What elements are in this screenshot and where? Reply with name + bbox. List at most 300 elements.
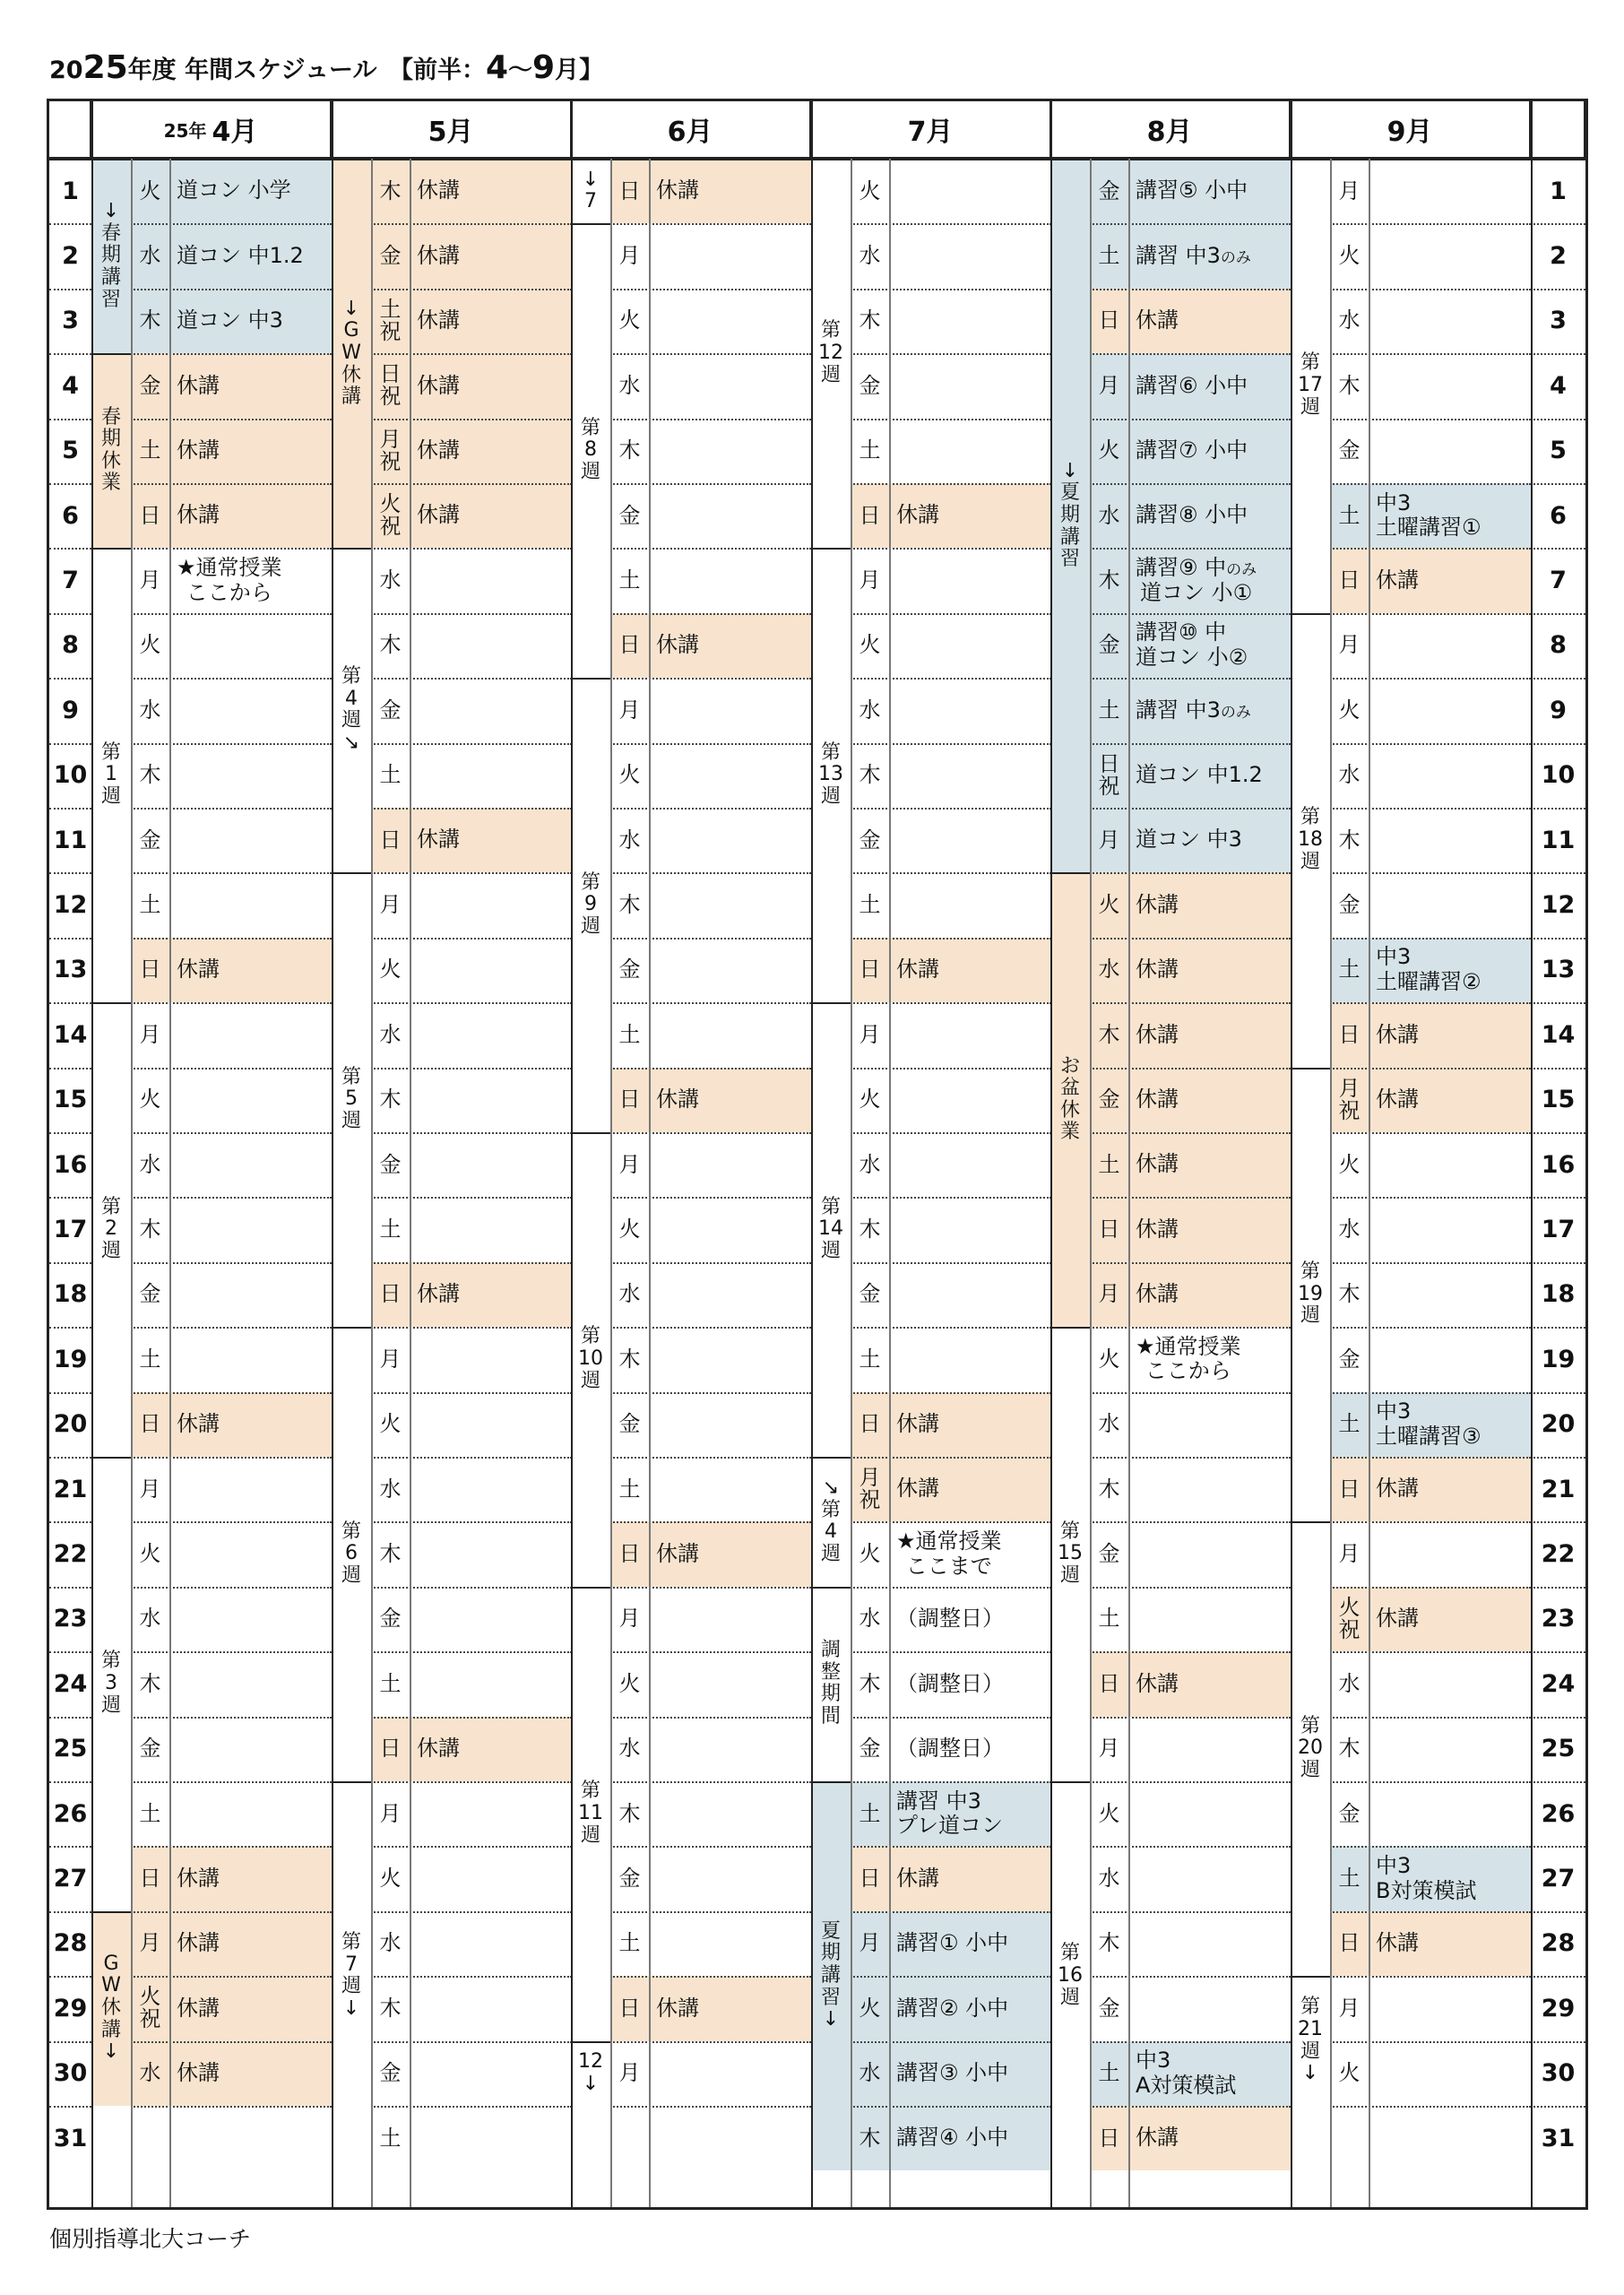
day-number-right: 28 <box>1541 1929 1576 1958</box>
grid-line-horizontal <box>610 2041 811 2043</box>
grid-line-horizontal <box>1531 808 1585 810</box>
grid-line-horizontal <box>371 808 572 810</box>
event-cell <box>410 1457 572 1521</box>
day-number-left: 25 <box>53 1735 88 1763</box>
day-number-right: 17 <box>1541 1216 1576 1244</box>
week-group: 12 ↓ <box>578 2050 603 2095</box>
grid-line-horizontal <box>1291 613 1330 615</box>
weekday-cell: 土 <box>618 1021 641 1047</box>
event-cell <box>1128 1521 1291 1586</box>
grid-line-horizontal <box>851 1457 1051 1459</box>
weekday-cell: 金 <box>618 957 641 983</box>
weekday-cell: 金 <box>139 827 161 853</box>
grid-line-horizontal <box>851 2106 1051 2108</box>
grid-line-horizontal <box>610 1846 811 1848</box>
event-cell <box>649 1911 811 1976</box>
day-number-left: 2 <box>62 242 79 271</box>
weekday-cell: 木 <box>379 632 402 658</box>
grid-line-vertical <box>169 159 171 2210</box>
weekday-cell: 月 <box>1090 353 1128 418</box>
grid-line-horizontal <box>131 808 332 810</box>
event-cell: 休講 <box>649 1521 811 1586</box>
grid-line-horizontal <box>1050 1781 1090 1783</box>
weekday-cell: 月 <box>379 1346 402 1372</box>
grid-line-horizontal <box>1531 1651 1585 1653</box>
weekday-cell: 金 <box>618 1411 641 1437</box>
grid-line-horizontal <box>1090 1587 1291 1589</box>
grid-line-horizontal <box>1330 483 1531 485</box>
day-number-left: 24 <box>53 1669 88 1698</box>
event-cell <box>410 678 572 742</box>
page-title: 2025年度 年間スケジュール 【前半：4～9月】 <box>49 49 604 86</box>
day-number-right: 13 <box>1541 956 1576 984</box>
event-cell: 休講 <box>649 1976 811 2040</box>
grid-line-horizontal <box>1531 223 1585 225</box>
grid-line-horizontal <box>610 353 811 355</box>
weekday-cell: 木 <box>859 307 881 333</box>
event-cell: 休講 <box>410 289 572 353</box>
event-cell: 中3 土曜講習① <box>1369 483 1531 548</box>
grid-line-horizontal <box>371 1002 572 1004</box>
header-corner-left <box>49 101 91 159</box>
weekday-cell: 金 <box>1090 1068 1128 1132</box>
weekday-cell: 月 <box>859 1021 881 1047</box>
event-cell <box>1369 1651 1531 1716</box>
grid-line-horizontal <box>610 1002 811 1004</box>
grid-line-horizontal <box>1090 1392 1291 1394</box>
grid-line-horizontal <box>851 1911 1051 1913</box>
week-group: 第 19 週 <box>1298 1260 1323 1328</box>
event-cell <box>889 1327 1051 1391</box>
day-number-left: 11 <box>53 826 88 854</box>
grid-line-horizontal <box>371 2041 572 2043</box>
grid-line-horizontal <box>332 548 371 550</box>
weekday-cell: 日 <box>371 1717 410 1781</box>
weekday-cell: 水 <box>131 2041 169 2106</box>
weekday-cell: 木 <box>379 1995 402 2021</box>
week-group: ↓ 7 <box>582 168 600 213</box>
event-cell <box>649 2041 811 2106</box>
event-cell <box>1369 2041 1531 2106</box>
event-cell <box>889 159 1051 223</box>
grid-line-horizontal <box>851 353 1051 355</box>
grid-line-horizontal <box>371 1587 572 1589</box>
weekday-cell: 月 <box>139 1021 161 1047</box>
weekday-cell: 金 <box>379 1606 402 1632</box>
weekday-cell: 木 <box>1090 1002 1128 1067</box>
grid-line-horizontal <box>610 1327 811 1329</box>
weekday-cell: 日 <box>131 483 169 548</box>
weekday-cell: 水 <box>618 372 641 398</box>
weekday-cell: 土 <box>859 1346 881 1372</box>
event-cell <box>649 1846 811 1910</box>
grid-line-vertical <box>610 159 612 2210</box>
grid-line-vertical <box>851 159 852 2210</box>
weekday-cell: 日 祝 <box>371 353 410 418</box>
empty-day-cell <box>571 2106 811 2170</box>
weekday-cell: 土 <box>1330 1392 1369 1457</box>
grid-line-horizontal <box>371 1392 572 1394</box>
grid-line-horizontal <box>49 938 91 940</box>
weekday-cell: 土 <box>1098 1606 1120 1632</box>
weekday-cell: 水 <box>618 1736 641 1762</box>
event-cell: 休講 <box>169 2041 332 2106</box>
grid-line-horizontal <box>1330 678 1531 680</box>
weekday-cell: 土 <box>379 2125 402 2151</box>
day-number-right: 22 <box>1541 1540 1576 1569</box>
grid-line-horizontal <box>851 1587 1051 1589</box>
grid-line-horizontal <box>1090 2041 1291 2043</box>
grid-line-horizontal <box>131 2106 332 2108</box>
weekday-cell: 日 <box>1090 289 1128 353</box>
weekday-cell: 火 <box>139 632 161 658</box>
grid-line-horizontal <box>851 289 1051 290</box>
grid-line-horizontal <box>131 483 332 485</box>
event-cell <box>1369 1976 1531 2040</box>
day-number-right: 31 <box>1541 2124 1576 2152</box>
day-number-left: 16 <box>53 1150 88 1179</box>
weekday-cell: 水 <box>1338 762 1361 788</box>
weekday-cell: 日 <box>131 1392 169 1457</box>
grid-line-horizontal <box>49 743 91 745</box>
weekday-cell: 日 <box>1330 1457 1369 1521</box>
event-cell: 道コン 中3 <box>169 289 332 353</box>
grid-line-vertical <box>371 159 373 2210</box>
grid-line-horizontal <box>851 613 1051 615</box>
grid-line-horizontal <box>1531 1781 1585 1783</box>
event-cell: 休講 <box>1369 1587 1531 1651</box>
event-cell: 休講 <box>169 1911 332 1976</box>
grid-line-horizontal <box>49 1781 91 1783</box>
event-cell <box>410 1392 572 1457</box>
weekday-cell: 土 <box>1090 223 1128 288</box>
weekday-cell: 月 <box>618 242 641 268</box>
grid-line-horizontal <box>371 1911 572 1913</box>
weekday-cell: 火 <box>859 1540 881 1566</box>
grid-line-horizontal <box>131 419 332 420</box>
grid-line-vertical <box>131 159 133 2210</box>
weekday-cell: 火 <box>379 1865 402 1891</box>
day-number-left: 3 <box>62 307 79 335</box>
event-cell <box>169 678 332 742</box>
grid-line-vertical <box>1369 159 1370 2210</box>
weekday-cell: 火 <box>1098 1800 1120 1826</box>
grid-line-horizontal <box>49 548 91 550</box>
event-cell <box>649 353 811 418</box>
grid-line-horizontal <box>49 1262 91 1264</box>
grid-line-horizontal <box>49 872 91 874</box>
day-number-right: 9 <box>1550 696 1567 724</box>
weekday-cell: 日 <box>1090 2106 1128 2170</box>
grid-line-horizontal <box>610 1911 811 1913</box>
grid-line-horizontal <box>610 1457 811 1459</box>
event-cell <box>1128 1781 1291 1846</box>
weekday-cell: 火 <box>859 632 881 658</box>
event-cell <box>649 483 811 548</box>
grid-line-horizontal <box>1090 223 1291 225</box>
weekday-cell: 土 <box>139 1346 161 1372</box>
grid-line-horizontal <box>1291 1521 1330 1523</box>
weekday-cell: 木 <box>139 1216 161 1242</box>
day-number-left: 17 <box>53 1216 88 1244</box>
grid-line-horizontal <box>610 1197 811 1199</box>
weekday-cell: 水 <box>1338 1670 1361 1696</box>
grid-line-vertical <box>649 159 651 2210</box>
month-header-year: 25年 <box>163 119 207 142</box>
event-cell <box>410 1132 572 1197</box>
grid-line-horizontal <box>1090 1327 1291 1329</box>
grid-line-horizontal <box>332 1327 371 1329</box>
grid-line-horizontal <box>610 1587 811 1589</box>
weekday-cell: 月 <box>1090 808 1128 872</box>
event-cell <box>169 743 332 808</box>
grid-line-horizontal <box>1330 938 1531 940</box>
day-number-right: 12 <box>1541 891 1576 920</box>
event-cell <box>649 1197 811 1261</box>
day-number-right: 25 <box>1541 1735 1576 1763</box>
event-cell: 休講 <box>1128 1132 1291 1197</box>
weekday-cell: 土 <box>618 567 641 593</box>
event-cell <box>889 1197 1051 1261</box>
grid-line-horizontal <box>1330 1521 1531 1523</box>
weekday-cell: 土 <box>851 1781 889 1846</box>
grid-line-horizontal <box>1090 1976 1291 1978</box>
event-cell <box>649 1781 811 1846</box>
grid-line-horizontal <box>131 289 332 290</box>
weekday-cell: 火 <box>379 1411 402 1437</box>
grid-line-horizontal <box>1531 2041 1585 2043</box>
event-cell: 休講 <box>169 1846 332 1910</box>
grid-line-horizontal <box>1531 548 1585 550</box>
day-number-left: 10 <box>53 761 88 790</box>
grid-line-vertical <box>1050 101 1052 2210</box>
grid-line-horizontal <box>1090 1781 1291 1783</box>
week-group: 第 3 週 <box>100 1650 121 1717</box>
grid-line-horizontal <box>610 1068 811 1070</box>
week-group: 第 1 週 <box>100 740 121 809</box>
event-cell <box>410 1587 572 1651</box>
weekday-cell: 土 祝 <box>371 289 410 353</box>
event-cell <box>649 548 811 612</box>
grid-line-horizontal <box>851 2041 1051 2043</box>
weekday-cell: 土 <box>1330 483 1369 548</box>
weekday-cell: 月 祝 <box>851 1457 889 1521</box>
grid-line-horizontal <box>1330 613 1531 615</box>
event-cell: 講習⑩ 中 道コン 小② <box>1128 613 1291 678</box>
event-cell: 休講 <box>1128 1197 1291 1261</box>
weekday-cell: 金 <box>1098 1540 1120 1566</box>
grid-line-horizontal <box>1330 289 1531 290</box>
weekday-cell: 水 <box>1098 1865 1120 1891</box>
grid-line-horizontal <box>851 1976 1051 1978</box>
grid-line-horizontal <box>371 613 572 615</box>
day-number-left: 12 <box>53 891 88 920</box>
grid-line-horizontal <box>610 419 811 420</box>
month-header-label: 4月 <box>212 117 258 148</box>
weekday-cell: 木 <box>859 1216 881 1242</box>
event-cell <box>889 223 1051 288</box>
event-cell <box>169 1002 332 1067</box>
event-cell <box>889 1002 1051 1067</box>
weekday-cell: 月 <box>618 2060 641 2086</box>
month-header <box>1291 101 1531 159</box>
weekday-cell: 金 <box>379 697 402 723</box>
event-cell <box>1369 872 1531 937</box>
week-group: G W 休 講 ↓ <box>91 1911 131 2106</box>
grid-line-horizontal <box>371 1781 572 1783</box>
event-cell: 休講 <box>649 159 811 223</box>
weekday-cell: 水 <box>1090 938 1128 1002</box>
weekday-cell: 金 <box>379 2060 402 2086</box>
grid-line-horizontal <box>49 1521 91 1523</box>
grid-line-horizontal <box>1330 1197 1531 1199</box>
day-number-right: 30 <box>1541 2059 1576 2088</box>
event-cell: 道コン 小学 <box>169 159 332 223</box>
weekday-cell: 木 <box>1090 548 1128 612</box>
weekday-cell: 日 <box>851 483 889 548</box>
grid-line-horizontal <box>610 223 811 225</box>
day-number-left: 29 <box>53 1994 88 2022</box>
grid-line-horizontal <box>1090 1911 1291 1913</box>
day-number-left: 13 <box>53 956 88 984</box>
week-group: 第 6 週 <box>341 1520 361 1587</box>
weekday-cell: 日 <box>610 613 649 678</box>
day-number-right: 2 <box>1550 242 1567 271</box>
grid-line-horizontal <box>131 1457 332 1459</box>
grid-line-horizontal <box>371 1846 572 1848</box>
weekday-cell: 金 <box>859 1281 881 1307</box>
grid-line-horizontal <box>851 938 1051 940</box>
event-cell <box>410 1911 572 1976</box>
grid-line-horizontal <box>131 743 332 745</box>
day-number-left: 31 <box>53 2124 88 2152</box>
grid-line-horizontal <box>851 1781 1051 1783</box>
event-cell: 講習 中3 プレ道コン <box>889 1781 1051 1846</box>
event-cell: 休講 <box>410 419 572 483</box>
event-cell <box>169 1651 332 1716</box>
grid-line-horizontal <box>1330 1392 1531 1394</box>
grid-line-horizontal <box>1330 1132 1531 1134</box>
event-cell: 道コン 中1.2 <box>1128 743 1291 808</box>
grid-line-horizontal <box>1330 1262 1531 1264</box>
event-cell <box>410 1781 572 1846</box>
weekday-cell: 月 <box>1090 1262 1128 1327</box>
event-cell: 講習① 小中 <box>889 1911 1051 1976</box>
week-group: 春 期 休 業 <box>91 353 131 548</box>
weekday-cell: 水 <box>859 1151 881 1177</box>
weekday-cell: 土 <box>859 891 881 917</box>
event-cell: 道コン 中3 <box>1128 808 1291 872</box>
grid-line-horizontal <box>371 1651 572 1653</box>
event-cell <box>169 1457 332 1521</box>
grid-line-horizontal <box>371 548 572 550</box>
week-group: 第 13 週 <box>818 740 843 809</box>
event-cell <box>889 353 1051 418</box>
event-cell <box>1128 1587 1291 1651</box>
day-number-left: 15 <box>53 1086 88 1114</box>
event-cell <box>649 1587 811 1651</box>
weekday-cell: 火 祝 <box>1330 1587 1369 1651</box>
event-cell: 休講 <box>1128 289 1291 353</box>
event-cell: 休講 <box>889 1457 1051 1521</box>
event-cell <box>649 419 811 483</box>
grid-line-horizontal <box>1090 1262 1291 1264</box>
grid-line-horizontal <box>1330 872 1531 874</box>
day-number-right: 21 <box>1541 1475 1576 1503</box>
event-cell: 休講 <box>410 483 572 548</box>
weekday-cell: 水 <box>851 2041 889 2106</box>
grid-line-horizontal <box>49 289 91 290</box>
event-cell <box>1369 1132 1531 1197</box>
grid-line-horizontal <box>851 1717 1051 1719</box>
grid-line-horizontal <box>1090 1068 1291 1070</box>
event-cell: （調整日） <box>896 1670 1004 1696</box>
weekday-cell: 月 祝 <box>371 419 410 483</box>
event-cell <box>410 743 572 808</box>
grid-line-horizontal <box>1531 1717 1585 1719</box>
weekday-cell: 土 <box>379 1216 402 1242</box>
event-cell <box>1369 613 1531 678</box>
grid-line-horizontal <box>49 1911 91 1913</box>
footer-brand: 個別指導北大コーチ <box>49 2226 252 2252</box>
grid-line-horizontal <box>1531 938 1585 940</box>
weekday-cell: 金 <box>1338 1346 1361 1372</box>
grid-line-horizontal <box>91 1911 131 1913</box>
weekday-cell: 水 <box>379 567 402 593</box>
event-cell <box>649 1262 811 1327</box>
grid-line-horizontal <box>49 2106 91 2108</box>
event-cell: 中3 土曜講習② <box>1369 938 1531 1002</box>
event-cell: 休講 <box>1369 1911 1531 1976</box>
weekday-cell: 水 <box>1338 1216 1361 1242</box>
grid-line-horizontal <box>1330 1068 1531 1070</box>
weekday-cell: 木 <box>131 289 169 353</box>
day-number-left: 27 <box>53 1865 88 1893</box>
grid-line-horizontal <box>91 1457 131 1459</box>
grid-line-horizontal <box>610 1976 811 1978</box>
event-cell <box>889 1132 1051 1197</box>
event-cell <box>889 613 1051 678</box>
grid-line-horizontal <box>1531 1911 1585 1913</box>
grid-line-horizontal <box>610 938 811 940</box>
weekday-cell: 水 <box>618 1281 641 1307</box>
grid-line-horizontal <box>851 1327 1051 1329</box>
event-cell <box>889 872 1051 937</box>
day-number-right: 1 <box>1550 177 1567 205</box>
grid-line-horizontal <box>131 1781 332 1783</box>
grid-line-horizontal <box>1330 1651 1531 1653</box>
grid-line-horizontal <box>1330 1327 1531 1329</box>
grid-line-horizontal <box>1090 483 1291 485</box>
grid-line-horizontal <box>1291 1976 1330 1978</box>
grid-line-horizontal <box>371 1717 572 1719</box>
grid-line-horizontal <box>1090 548 1291 550</box>
grid-line-horizontal <box>1090 1002 1291 1004</box>
grid-line-horizontal <box>49 223 91 225</box>
grid-line-horizontal <box>851 483 1051 485</box>
grid-line-horizontal <box>131 1846 332 1848</box>
week-group: ↓ 春 期 講 習 <box>91 159 131 353</box>
grid-line-vertical <box>889 159 891 2210</box>
event-cell: 休講 <box>1369 1457 1531 1521</box>
grid-line-horizontal <box>1531 353 1585 355</box>
grid-line-horizontal <box>371 938 572 940</box>
grid-line-horizontal <box>610 1392 811 1394</box>
week-group: 第 21 週 ↓ <box>1298 1996 1323 2085</box>
weekday-cell: 木 <box>618 1346 641 1372</box>
day-number-right: 5 <box>1550 437 1567 465</box>
weekday-cell: 火 <box>131 159 169 223</box>
